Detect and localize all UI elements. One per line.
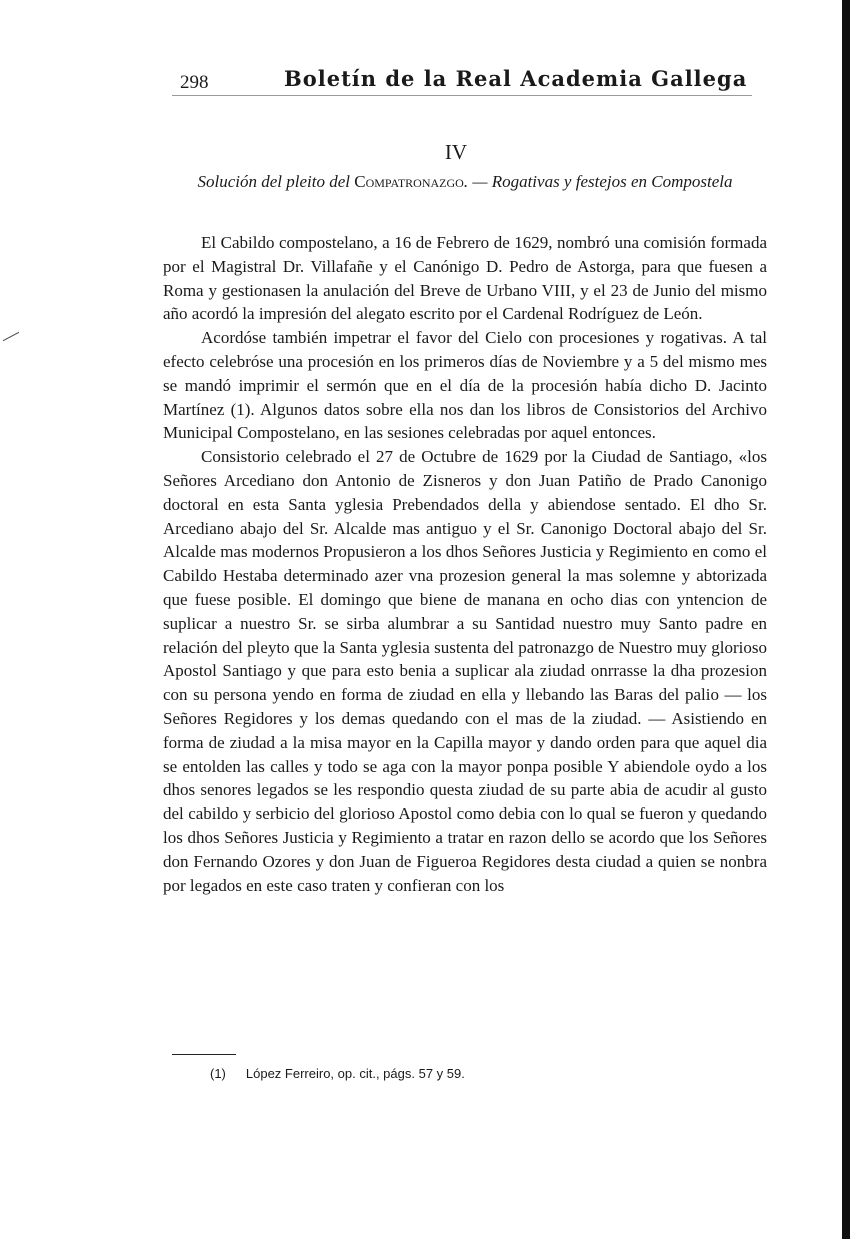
section-title-part1: Solución del pleito del: [197, 172, 355, 191]
paragraph-1: El Cabildo compostelano, a 16 de Febrero de 1629, nombró una comisión formada por el Magistral Dr. Villafañe y el Canónigo D. Pedro de Astorga, para que fuesen a Roma y gestionasen la anulación del Breve de Urbano VIII, y el 23 de Junio del mismo año acordó la impresión del alegato escrito por el Cardenal Rodríguez de León.: [163, 233, 767, 324]
page-number: 298: [180, 72, 209, 93]
section-title-part3: . — Rogativas y festejos en Compostela: [463, 172, 733, 191]
section-title: [163, 170, 767, 194]
page-edge-shadow: [842, 0, 850, 1239]
footnote-rule: [172, 1054, 236, 1055]
header-rule: [172, 95, 752, 96]
body-text: [163, 231, 767, 897]
footnote-text: López Ferreiro, op. cit., págs. 57 y 59.: [245, 1066, 465, 1081]
margin-mark: [3, 332, 19, 341]
paragraph-3: Consistorio celebrado el 27 de Octubre de 1629 por la Ciudad de Santiago, «los Señores Arcediano don Antonio de Zisneros y don Juan Patiño de Prado Canonigo doctoral en esta Santa yglesia Prebendados della y abiendose sentado. El dho Sr. Arcediano abajo del Sr. Alcalde mas antiguo y el Sr. Canonigo Doctoral abajo del Sr. Alcalde mas modernos Propusieron a los dhos Señores Justicia y Regimiento en como el Cabildo Hestaba determinado azer vna prozesion general la mas solemne y abtorizada que fuese posible. El domingo que biene de manana en ocho dias con yntencion de suplicar a nuestro Sr. se sirba alumbrar a su Santidad nuestro muy Santo padre en relación del pleyto que la Santa yglesia sustenta del patronazgo de Nuestro muy glorioso Apostol Santiago y que para esto benia a suplicar ala ziudad onrrasse la dha prozesion con su persona yendo en forma de ziudad en ella y llebando las Baras del palio — los Señores Regidores y los demas quedando con el mas de la ziudad. — Asistiendo en forma de ziudad a la misa mayor en la Capilla mayor y dando orden para que aquel dia se entolden las calles y todo se aga con la mayor ponpa posible Y abiendole oydo a los dhos senores legados se les respondio questa ziudad de su parte abia de acudir al gusto del cabildo y serbicio del glorioso Apostol como debia con lo qual se fueron y quedando los dhos Señores Justicia y Regimiento a tratar en razon dello se acordo que los Señores don Fernando Ozores y don Juan de Figueroa Regidores desta ciudad a quien se nonbra por legados en este caso traten y confieran con los: [163, 447, 767, 895]
paragraph-2: Acordóse también impetrar el favor del Cielo con procesiones y rogativas. A tal efecto celebróse una procesión en los primeros días de Noviembre y a 5 del mismo mes se mandó imprimir el sermón que en el día de la procesión había dicho D. Jacinto Martínez (1). Algunos datos sobre ella nos dan los libros de Consistorios del Archivo Municipal Compostelano, en las sesiones celebradas por aquel entonces.: [163, 328, 767, 443]
running-title: Boletín de la Real Academia Gallega: [284, 66, 748, 91]
section-number: IV: [444, 140, 468, 164]
footnote-mark: (1): [210, 1066, 226, 1081]
section-title-part2: Compatronazgo: [354, 172, 464, 191]
footnote: [210, 1066, 465, 1081]
running-header: [170, 66, 755, 98]
